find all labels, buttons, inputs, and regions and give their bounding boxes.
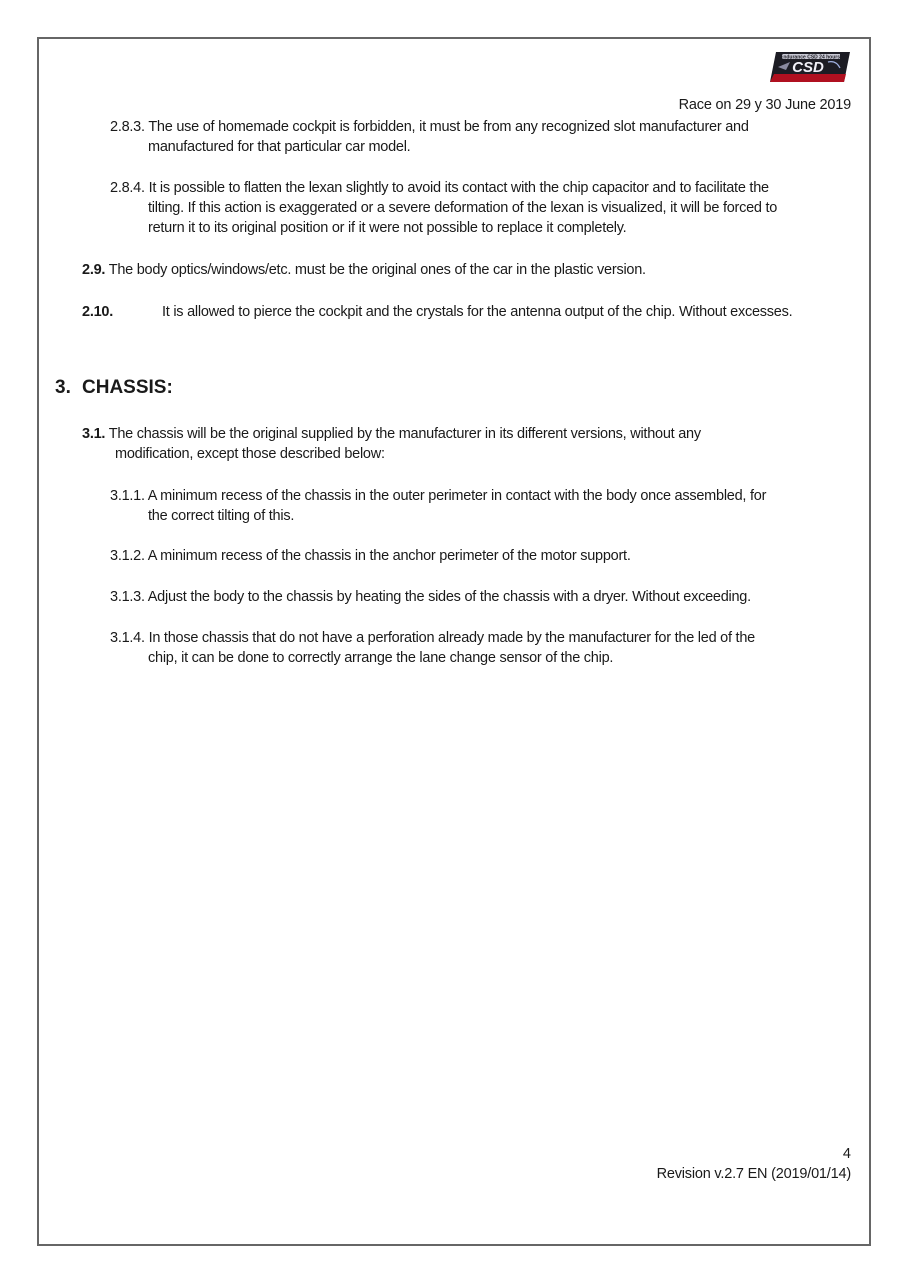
heading-number: 3. xyxy=(55,377,71,398)
section-text: chip, it can be done to correctly arrange the lane change sensor of the chip. xyxy=(148,650,614,666)
section-3-1-4 xyxy=(110,628,852,668)
section-text: Adjust the body to the chassis by heating the sides of the chassis with a dryer. Without exceeding. xyxy=(147,589,751,605)
section-text: the correct tilting of this. xyxy=(148,508,295,524)
section-text: manufactured for that particular car model. xyxy=(148,139,411,155)
race-date: Race on 29 y 30 June 2019 xyxy=(678,97,851,113)
section-text: The chassis will be the original supplied by the manufacturer in its different versions, without any xyxy=(108,426,701,442)
section-text: modification, except those described below: xyxy=(115,446,385,462)
section-number: 2.10. xyxy=(82,304,113,320)
logo-subtitle: Endurance CSD 24 hours xyxy=(779,54,841,61)
section-2-10 xyxy=(82,302,852,322)
page-number: 4 xyxy=(842,1146,851,1162)
csd-logo xyxy=(770,50,850,84)
section-text: The use of homemade cockpit is forbidden, it must be from any recognized slot manufacturer and xyxy=(148,119,749,135)
section-text: tilting. If this action is exaggerated or a severe deformation of the lexan is visualized, it will be forced to xyxy=(148,200,778,216)
section-2-9 xyxy=(82,260,852,280)
section-3-1-2 xyxy=(110,546,852,566)
section-2-8-4 xyxy=(110,178,852,238)
section-text: A minimum recess of the chassis in the outer perimeter in contact with the body once assembled, for xyxy=(147,488,767,504)
section-text: It is possible to flatten the lexan slightly to avoid its contact with the chip capacitor and to facilitate the xyxy=(148,180,769,196)
section-3-1 xyxy=(82,424,852,464)
revision-label: Revision v.2.7 EN (2019/01/14) xyxy=(656,1166,851,1182)
section-number: 2.8.3. xyxy=(110,119,145,135)
section-text: return it to its original position or if it were not possible to replace it completely. xyxy=(148,220,627,236)
section-number: 3.1.2. xyxy=(110,548,145,564)
heading-title: CHASSIS: xyxy=(82,377,173,398)
section-3-1-1 xyxy=(110,486,852,526)
section-text: In those chassis that do not have a perforation already made by the manufacturer for the led of the xyxy=(148,630,755,646)
section-2-8-3 xyxy=(110,117,852,157)
section-number: 3.1.1. xyxy=(110,488,145,504)
logo-main-text: CSD xyxy=(792,59,824,76)
section-number: 2.8.4. xyxy=(110,180,145,196)
section-3-1-3 xyxy=(110,587,852,607)
section-text: It is allowed to pierce the cockpit and the crystals for the antenna output of the chip. Without excesses. xyxy=(162,304,793,320)
section-number: 3.1.4. xyxy=(110,630,145,646)
section-number: 3.1. xyxy=(82,426,106,442)
section-text: The body optics/windows/etc. must be the original ones of the car in the plastic version. xyxy=(108,262,646,278)
section-number: 3.1.3. xyxy=(110,589,145,605)
section-text: A minimum recess of the chassis in the anchor perimeter of the motor support. xyxy=(147,548,631,564)
section-number: 2.9. xyxy=(82,262,106,278)
chassis-heading xyxy=(55,377,173,399)
